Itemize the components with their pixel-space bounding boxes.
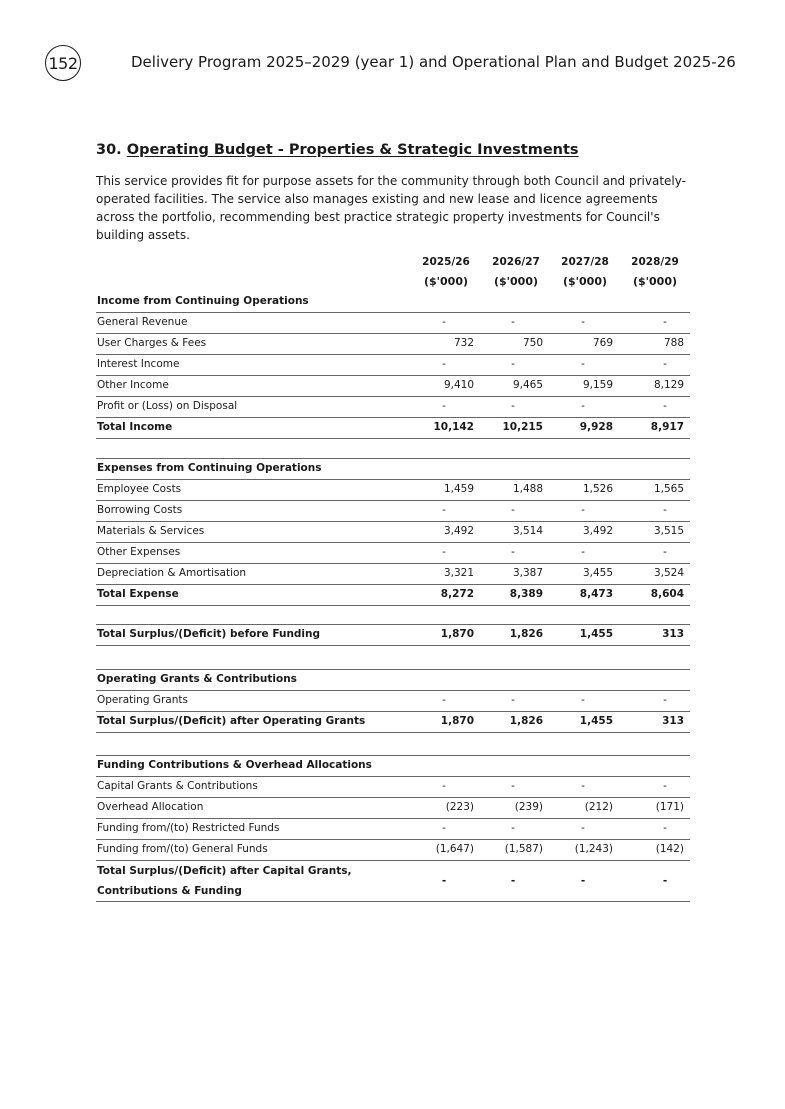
total-row: Total Surplus/(Deficit) before Funding 1,870 1,826 1,455 313 bbox=[96, 624, 690, 646]
section-heading bbox=[96, 142, 579, 158]
column-header-2027-28: 2027/28 ($'000) bbox=[561, 256, 609, 288]
table-row: Capital Grants & Contributions - - - - bbox=[96, 777, 690, 798]
group-heading: Income from Continuing Operations bbox=[96, 292, 690, 313]
table-row: User Charges & Fees 732 750 769 788 bbox=[96, 334, 690, 355]
group-heading: Funding Contributions & Overhead Allocations bbox=[96, 755, 690, 777]
table-row: Profit or (Loss) on Disposal - - - - bbox=[96, 397, 690, 418]
page-number: 152 bbox=[48, 53, 78, 73]
table-row: Other Income 9,410 9,465 9,159 8,129 bbox=[96, 376, 690, 397]
expenses-section bbox=[96, 458, 690, 606]
group-heading: Expenses from Continuing Operations bbox=[96, 458, 690, 480]
column-header-2026-27: 2026/27 ($'000) bbox=[492, 256, 540, 288]
page-number-badge bbox=[45, 45, 81, 81]
table-row: Depreciation & Amortisation 3,321 3,387 3,455 3,524 bbox=[96, 564, 690, 585]
income-section bbox=[96, 292, 690, 439]
section-number: 30. bbox=[96, 142, 122, 158]
total-row: Total Expense 8,272 8,389 8,473 8,604 bbox=[96, 585, 690, 606]
funding-section bbox=[96, 755, 690, 902]
group-heading: Operating Grants & Contributions bbox=[96, 669, 690, 691]
table-row: Other Expenses - - - - bbox=[96, 543, 690, 564]
table-row: Borrowing Costs - - - - bbox=[96, 501, 690, 522]
document-title: Delivery Program 2025–2029 (year 1) and Operational Plan and Budget 2025-26 bbox=[131, 53, 736, 71]
column-header-2025-26: 2025/26 ($'000) bbox=[422, 256, 470, 288]
table-row: Interest Income - - - - bbox=[96, 355, 690, 376]
operating-grants-section bbox=[96, 669, 690, 733]
table-row: Funding from/(to) General Funds (1,647) (1,587) (1,243) (142) bbox=[96, 840, 690, 861]
section-description: This service provides fit for purpose assets for the community through both Council and privately-operated facilities. The service also manages existing and new lease and licence agreements across the portfolio, recommending best practice strategic property investments for Council's building assets. bbox=[96, 174, 686, 242]
table-row: Employee Costs 1,459 1,488 1,526 1,565 bbox=[96, 480, 690, 501]
table-row: General Revenue - - - - bbox=[96, 313, 690, 334]
table-row: Operating Grants - - - - bbox=[96, 691, 690, 712]
section-title: Operating Budget - Properties & Strategic Investments bbox=[126, 142, 579, 158]
table-row: Funding from/(to) Restricted Funds - - - - bbox=[96, 819, 690, 840]
column-header-2028-29: 2028/29 ($'000) bbox=[631, 256, 679, 288]
table-row: Overhead Allocation (223) (239) (212) (171) bbox=[96, 798, 690, 819]
surplus-before-funding-section bbox=[96, 624, 690, 646]
total-row: Total Surplus/(Deficit) after Operating Grants 1,870 1,826 1,455 313 bbox=[96, 712, 690, 733]
total-row: Total Surplus/(Deficit) after Capital Grants, Contributions & Funding - - - - bbox=[96, 861, 690, 902]
table-row: Materials & Services 3,492 3,514 3,492 3,515 bbox=[96, 522, 690, 543]
total-row: Total Income 10,142 10,215 9,928 8,917 bbox=[96, 418, 690, 439]
